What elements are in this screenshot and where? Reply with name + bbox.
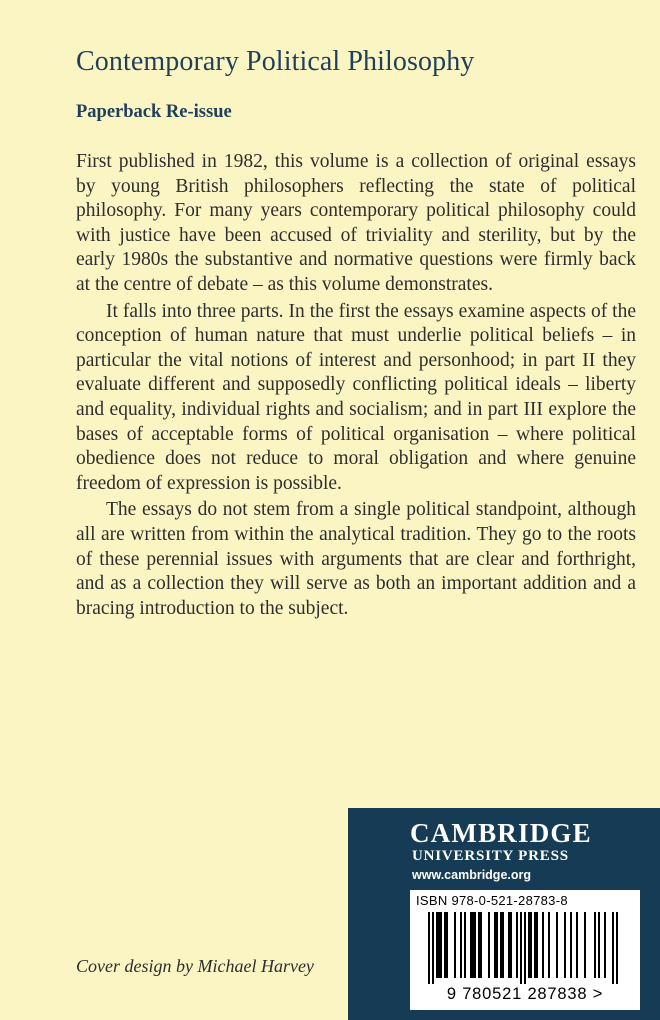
barcode-bar	[576, 912, 578, 978]
barcode-bar	[478, 912, 480, 978]
barcode-bar	[508, 912, 510, 978]
book-title: Contemporary Political Philosophy	[76, 46, 475, 77]
barcode-bar	[480, 912, 482, 978]
barcode-bar	[510, 912, 512, 978]
publisher-subname: UNIVERSITY PRESS	[412, 848, 569, 864]
barcode-bar	[470, 912, 472, 978]
barcode-bar	[616, 912, 618, 984]
cover-design-credit: Cover design by Michael Harvey	[76, 956, 314, 976]
publisher-url: www.cambridge.org	[412, 868, 532, 882]
barcode-bar	[446, 912, 448, 978]
barcode-bar	[460, 912, 462, 978]
edition-subtitle: Paperback Re-issue	[76, 102, 232, 122]
barcode-bar	[438, 912, 440, 978]
barcode-bar	[500, 912, 502, 978]
barcode-bar	[496, 912, 498, 978]
blurb-paragraph-2: It falls into three parts. In the first the essays examine aspects of the conception of human nature that must underlie political beliefs – in particular the vital notions of interest and personhood; in part II they evaluate different and supposedly conflicting political ideals – liberty and equality, individual rights and socialism; and in part III explore the bases of acceptable forms of political organisation – where political obedience does not reduce to moral obligation and where genuine freedom of expression is possible.	[76, 300, 636, 494]
blurb-paragraph-1: First published in 1982, this volume is a collection of original essays by young British philosophers reflecting the state of political philosophy. For many years contemporary political philosophy could with justice have been accused of triviality and sterility, but by the early 1980s the substantive and normative questions were firmly back at the centre of debate – as this volume demonstrates.	[76, 151, 636, 295]
barcode-bar	[444, 912, 446, 978]
barcode-bar	[464, 912, 466, 978]
barcode-bar	[436, 912, 438, 978]
barcode-box	[410, 890, 640, 1010]
barcode-bar	[530, 912, 532, 978]
publisher-panel	[348, 808, 660, 1020]
barcode-bar	[502, 912, 504, 978]
isbn-label: ISBN 978-0-521-28783-8	[416, 893, 568, 908]
barcode-bar	[432, 912, 434, 984]
blurb	[76, 150, 636, 621]
barcode-bar	[612, 912, 614, 984]
barcode-bar	[440, 912, 442, 978]
barcode-bar	[528, 912, 530, 978]
barcode-bar	[454, 912, 456, 978]
barcode-bar	[570, 912, 572, 978]
barcode-bar	[536, 912, 538, 978]
barcode-bar	[516, 912, 518, 978]
barcode-bar	[542, 912, 544, 978]
barcode-bar	[524, 912, 526, 984]
barcode-bar	[598, 912, 600, 978]
barcode-bar	[472, 912, 474, 978]
barcode-bar	[556, 912, 558, 978]
barcode-bar	[604, 912, 606, 978]
barcode-bar	[584, 912, 586, 978]
barcode-bars	[422, 912, 628, 984]
blurb-paragraph-3: The essays do not stem from a single political standpoint, although all are written from within the analytical tradition. They go to the roots of these perennial issues with arguments that are clear and forthright, and as a collection they will serve as both an important addition and a bracing introduction to the subject.	[76, 499, 636, 619]
barcode-bar	[564, 912, 566, 978]
barcode-bar	[534, 912, 536, 978]
barcode-bar	[520, 912, 522, 984]
ean-digits: 9 780521 287838 >	[446, 985, 604, 1003]
barcode-bar	[428, 912, 430, 984]
barcode-bar	[474, 912, 476, 978]
barcode-bar	[548, 912, 550, 978]
publisher-name: CAMBRIDGE	[410, 818, 592, 848]
barcode-bar	[494, 912, 496, 978]
barcode-bar	[488, 912, 490, 978]
barcode-bar	[594, 912, 596, 978]
